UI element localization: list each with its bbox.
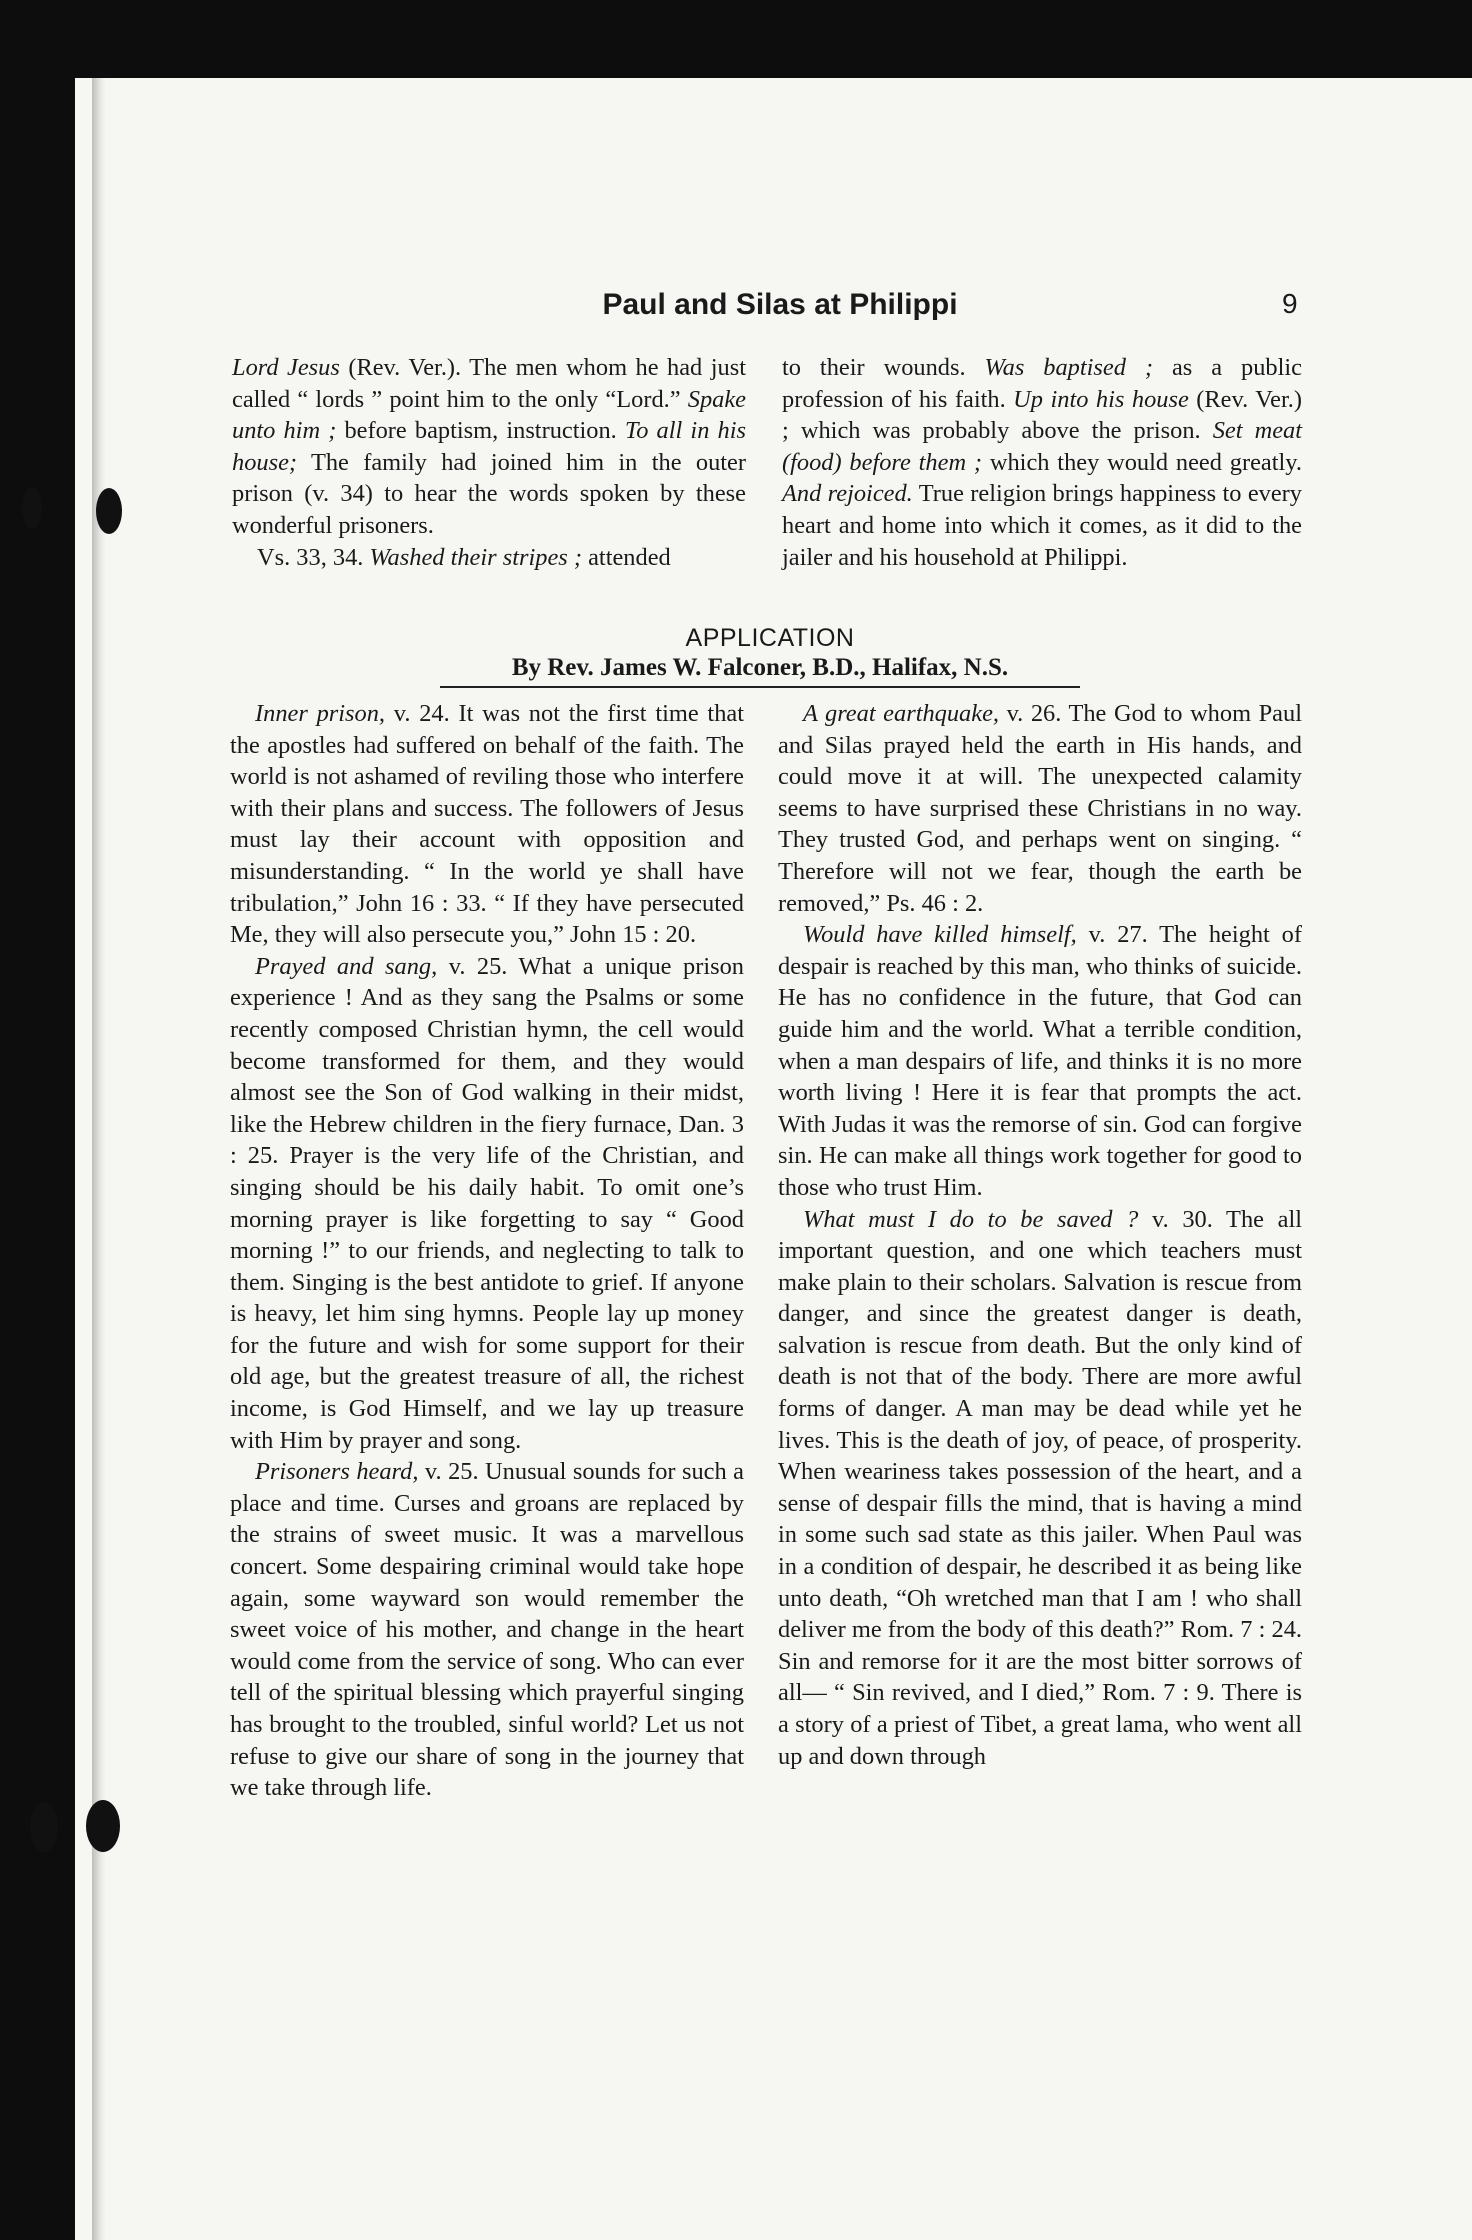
text: v. 24. It was not the first time that the apostles had suffered on behalf of the faith. The world is not ashamed of reviling those who interfere with their plans and success. The followers of Jesus must lay their account with opposition and misunderstanding. “ In the world ye shall have tribulation,” John 16 : 33. “ If they have persecuted Me, they will also persecute you,” John 15 : 20. <box>230 700 744 949</box>
term-spake: Spake unto him ; <box>232 385 746 445</box>
text: v. 30. The all important question, and one which teachers must make plain to their scholars. Salvation is rescue from danger, and since the greatest danger is death, salvation is rescue from death. But the only kind of death is not that of the body. There are more awful forms of danger. A man may be dead while yet he lives. This is the death of joy, of peace, of prosperity. When weariness takes possession of the heart, and a sense of despair fills the mind, that is having a mind in some such sad state as this jailer. When Paul was in a condition of despair, he described it as being like unto death, “Oh wretched man that I am ! who shall deliver me from the body of this death?” Rom. 7 : 24. Sin and remorse for it are the most bitter sorrows of all— “ Sin revived, and I died,” Rom. 7 : 9. There is a story of a priest of Tibet, a great lama, who went all up and down through <box>778 1205 1302 1770</box>
term-lord-jesus: Lord Jesus <box>232 354 340 381</box>
term: Would have killed himself, <box>803 921 1077 949</box>
text: as a public profession of his faith. <box>782 354 1303 413</box>
page-number: 9 <box>1282 288 1298 319</box>
text: v. 26. The God to whom Paul and Silas prayed held the earth in His hands, and could move it at will. The unexpected calamity seems to have surprised these Christians in no way. They trusted God, and perhaps went on singing. “ Therefore will not we fear, though the earth be removed,” Ps. 46 : 2. <box>778 700 1302 917</box>
text: Vs. 33, 34. <box>257 543 370 571</box>
term: Inner prison, <box>255 700 386 727</box>
top-right-column <box>782 352 1302 573</box>
text: v. 27. The height of despair is reached by this man, who thinks of suicide. He has no confidence in the future, that God can guide him and the world. What a terrible condition, when a man despairs of life, and thinks it is no more worth living ! Here it is fear that prompts the act. With Judas it was the remorse of sin. God can forgive sin. He can make all things work together for good to those who trust Him. <box>778 921 1302 1201</box>
binder-hole-upper-right <box>96 488 122 534</box>
application-right-column <box>778 698 1302 1772</box>
paragraph <box>778 698 1302 919</box>
term-washed: Washed their stripes ; <box>369 543 582 571</box>
term-to-all: To all in his house; <box>232 417 746 476</box>
term-set-meat: Set meat (food) before them ; <box>782 417 1302 476</box>
term-baptised: Was baptised ; <box>984 354 1154 381</box>
text: which they would need greatly. <box>982 448 1303 476</box>
text: v. 25. Unusual sounds for such a place and time. Curses and groans are replaced by the strains of sweet music. It was a marvellous concert. Some despairing criminal would take hope again, some wayward son would remember the sweet voice of his mother, and change in the heart would come from the service of song. Who can ever tell of the spiritual blessing which prayerful singing has brought to the troubled, sinful world? Let us not refuse to give our share of song in the journey that we take through life. <box>230 1458 744 1802</box>
paragraph <box>782 352 1302 573</box>
paragraph <box>230 1456 744 1804</box>
text: The family had joined him in the outer prison (v. 34) to hear the words spoken by these wonderful prisoners. <box>232 448 746 539</box>
text: True religion brings happiness to every heart and home into which it comes, as it did to the jailer and his household at Philippi. <box>782 480 1302 571</box>
text: (Rev. Ver.). The men whom he had just called “ lords ” point him to the only “Lord.” <box>232 354 746 413</box>
byline: By Rev. James W. Falconer, B.D., Halifax, N.S. <box>440 654 1080 688</box>
text: to their wounds. <box>782 354 985 381</box>
text: before baptism, instruction. <box>336 417 625 445</box>
application-left-column <box>230 698 744 1804</box>
top-left-column <box>232 352 746 573</box>
term-rejoiced: And rejoiced. <box>782 480 913 508</box>
paragraph <box>778 919 1302 1203</box>
binder-hole-lower-right <box>86 1800 120 1852</box>
section-heading: APPLICATION <box>685 624 855 652</box>
paragraph <box>230 951 744 1457</box>
paragraph <box>232 542 746 574</box>
text: (Rev. Ver.) ; which was probably above the prison. <box>782 385 1302 445</box>
running-head: Paul and Silas at Philippi <box>602 288 958 321</box>
binder-hole-lower-left <box>30 1802 58 1852</box>
paragraph <box>778 1204 1302 1773</box>
term: A great earthquake, <box>803 700 999 727</box>
paragraph <box>232 352 746 542</box>
term: Prisoners heard, <box>255 1458 419 1486</box>
term: Prayed and sang, <box>255 952 438 980</box>
term-up-into: Up into his house <box>1013 385 1189 413</box>
binder-hole-upper-left <box>22 488 42 528</box>
text: v. 25. What a unique prison experience ! And as they sang the Psalms or some recently composed Christian hymn, the cell would become transformed for them, and they would almost see the Son of God walking in their midst, like the Hebrew children in the fiery furnace, Dan. 3 : 25. Prayer is the very life of the Christian, and singing should be his daily habit. To omit one’s morning prayer is like forgetting to say “ Good morning !” to our friends, and neglecting to talk to them. Singing is the best antidote to grief. If anyone is heavy, let him sing hymns. People lay up money for the future and wish for some support for their old age, but the greatest treasure of all, the richest income, is God Himself, and we lay up treasure with Him by prayer and song. <box>230 952 744 1454</box>
text: attended <box>582 543 671 571</box>
page-binding-edge <box>92 78 106 2240</box>
term: What must I do to be saved ? <box>803 1205 1139 1233</box>
paragraph <box>230 698 744 951</box>
